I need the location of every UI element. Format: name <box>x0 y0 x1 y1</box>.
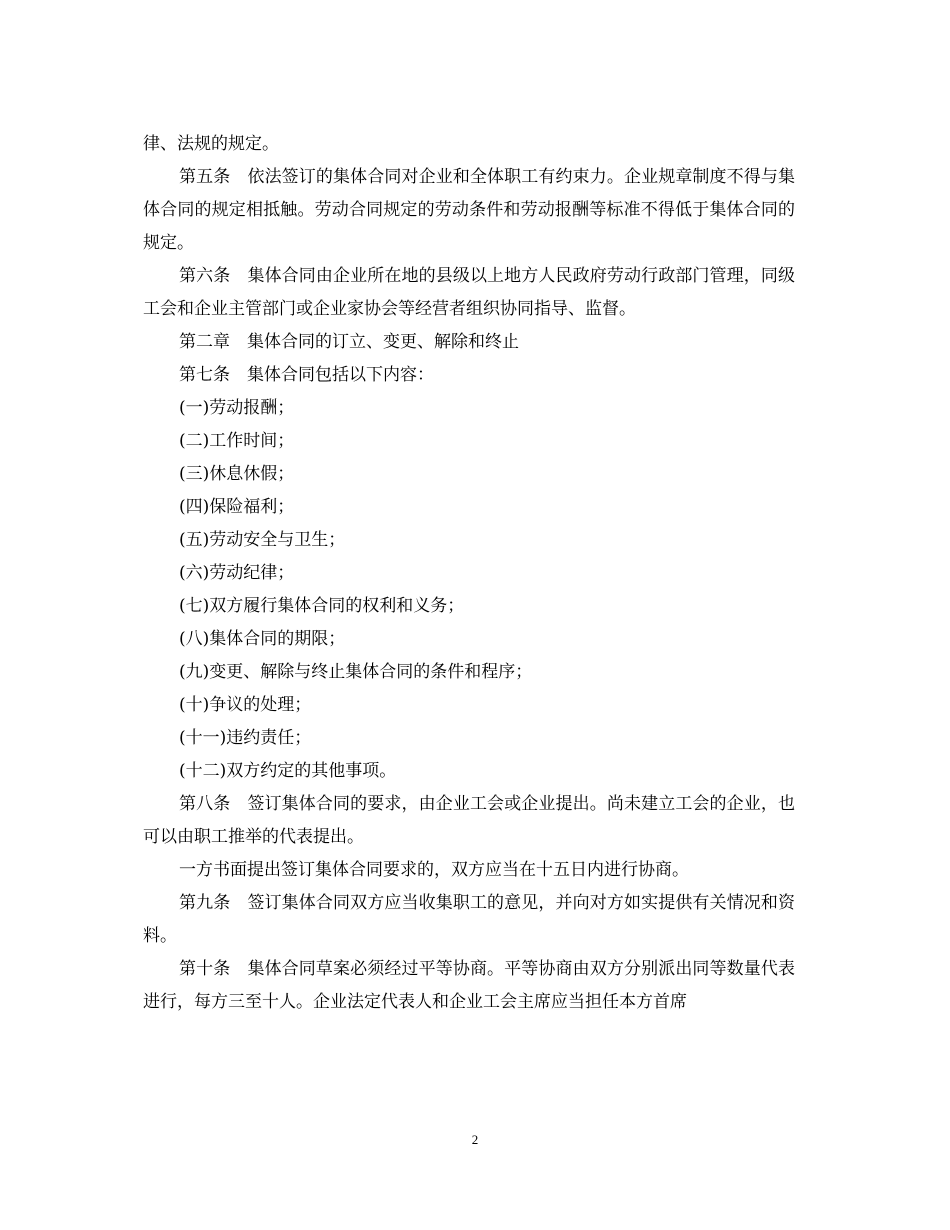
list-item: (五)劳动安全与卫生； <box>179 530 346 550</box>
page-number: 2 <box>471 1132 479 1147</box>
paragraph-continuation: 律、法规的规定。 <box>143 134 279 154</box>
list-item: (四)保险福利； <box>179 497 295 517</box>
list-item: (二)工作时间； <box>179 431 295 451</box>
paragraph-article-9: 第九条 签订集体合同双方应当收集职工的意见，并向对方如实提供有关情况和资料。 <box>143 893 795 946</box>
list-item: (八)集体合同的期限； <box>179 629 346 649</box>
list-item: (一)劳动报酬； <box>179 398 295 418</box>
document-body <box>143 128 795 1019</box>
list-item: (六)劳动纪律； <box>179 563 295 583</box>
list-item: (七)双方履行集体合同的权利和义务； <box>179 596 465 616</box>
chapter-heading: 第二章 集体合同的订立、变更、解除和终止 <box>179 332 519 352</box>
list-item: (十二)双方约定的其他事项。 <box>179 761 397 781</box>
paragraph-article-8: 第八条 签订集体合同的要求，由企业工会或企业提出。尚未建立工会的企业，也可以由职工推举的代表提出。 <box>143 794 795 847</box>
paragraph-negotiation-deadline: 一方书面提出签订集体合同要求的，双方应当在十五日内进行协商。 <box>179 860 689 880</box>
list-item: (十一)违约责任； <box>179 728 312 748</box>
list-item: (十)争议的处理； <box>179 695 312 715</box>
paragraph-article-6: 第六条 集体合同由企业所在地的县级以上地方人民政府劳动行政部门管理，同级工会和企业主管部门或企业家协会等经营者组织协同指导、监督。 <box>143 266 795 319</box>
paragraph-article-7: 第七条 集体合同包括以下内容： <box>179 365 434 385</box>
paragraph-article-5: 第五条 依法签订的集体合同对企业和全体职工有约束力。企业规章制度不得与集体合同的规定相抵触。劳动合同规定的劳动条件和劳动报酬等标准不得低于集体合同的规定。 <box>143 167 795 253</box>
list-item: (九)变更、解除与终止集体合同的条件和程序； <box>179 662 533 682</box>
list-item: (三)休息休假； <box>179 464 295 484</box>
paragraph-article-10: 第十条 集体合同草案必须经过平等协商。平等协商由双方分别派出同等数量代表进行，每方三至十人。企业法定代表人和企业工会主席应当担任本方首席 <box>143 959 795 1012</box>
